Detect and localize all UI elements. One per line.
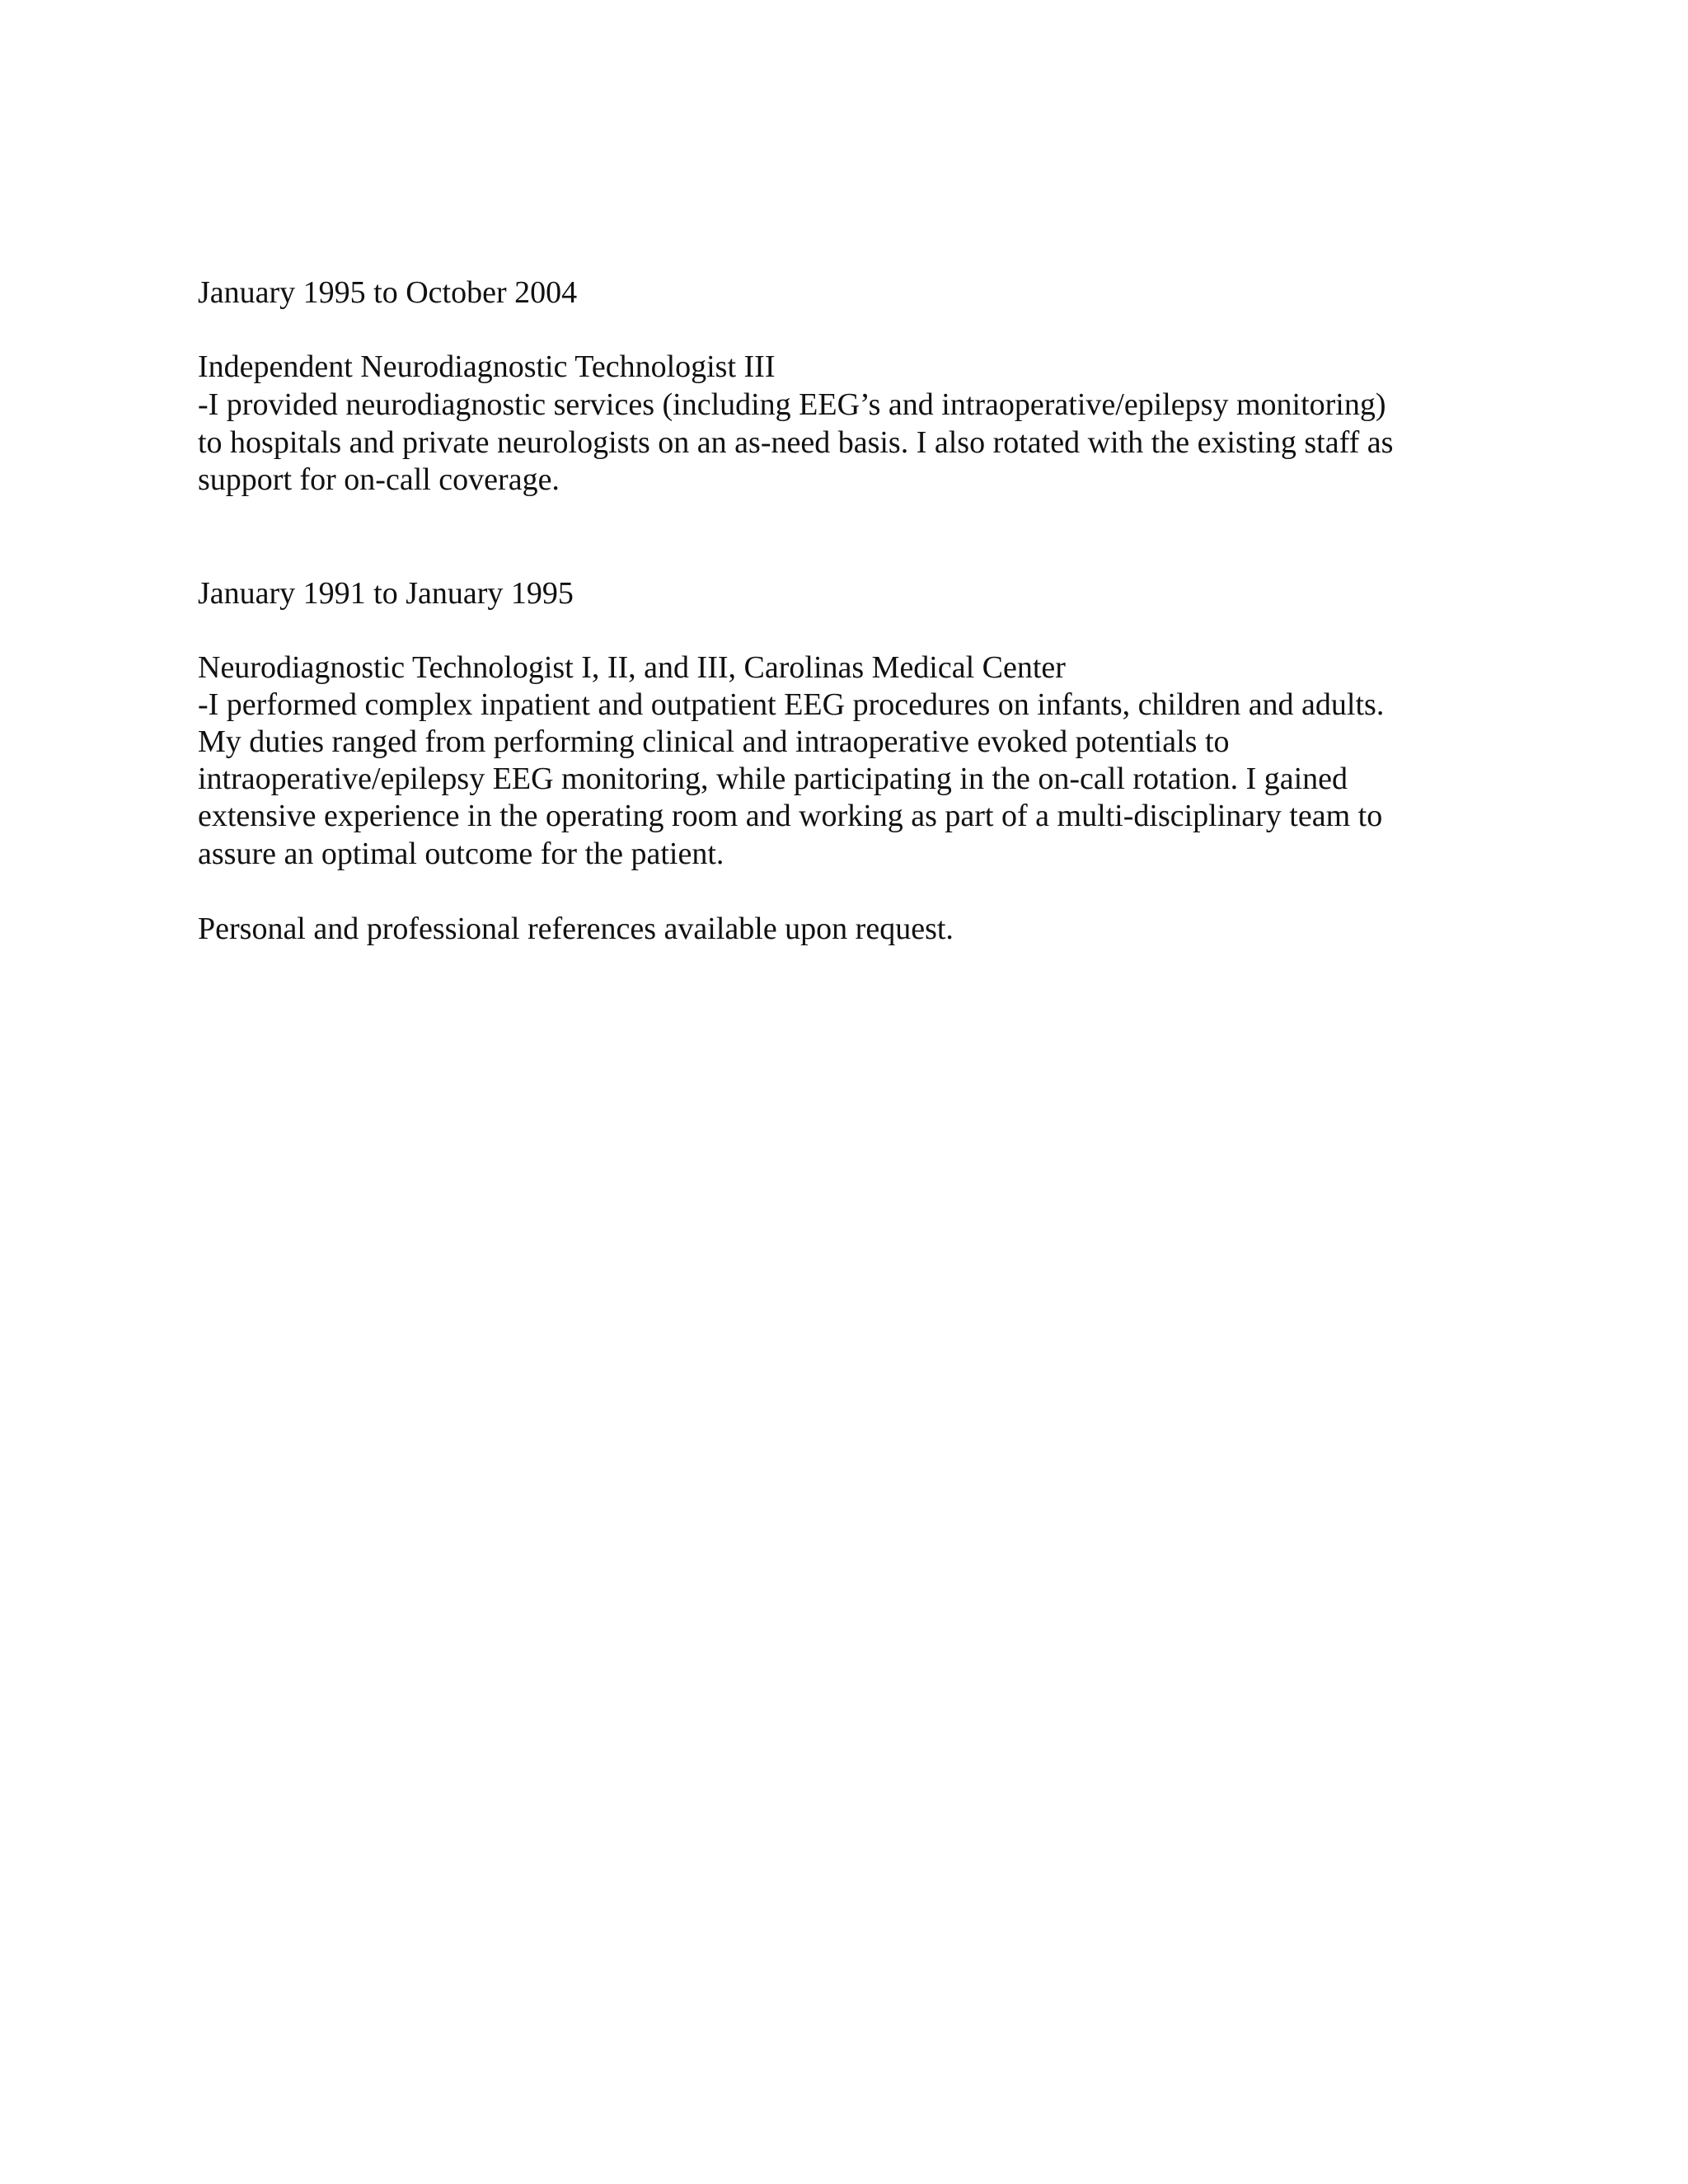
section-2-description-line: -I performed complex inpatient and outpatient EEG procedures on infants, children and adults. [198, 687, 1385, 722]
section-2-date-range: January 1991 to January 1995 [198, 576, 574, 611]
section-2-title: Neurodiagnostic Technologist I, II, and III, Carolinas Medical Center [198, 650, 1066, 685]
section-1-description-line: support for on-call coverage. [198, 462, 560, 497]
references-statement: Personal and professional references available upon request. [198, 912, 954, 946]
section-2-description-line: assure an optimal outcome for the patient. [198, 837, 724, 871]
section-1-date-range: January 1995 to October 2004 [198, 275, 578, 310]
section-1-description-line: to hospitals and private neurologists on an as-need basis. I also rotated with the existing staff as [198, 425, 1394, 460]
section-2-description-line: extensive experience in the operating room and working as part of a multi-disciplinary team to [198, 799, 1383, 833]
section-1-description-line: -I provided neurodiagnostic services (including EEG’s and intraoperative/epilepsy monitoring) [198, 387, 1386, 422]
section-2-description-line: intraoperative/epilepsy EEG monitoring, while participating in the on-call rotation. I gained [198, 762, 1348, 796]
section-2-description-line: My duties ranged from performing clinical and intraoperative evoked potentials to [198, 724, 1230, 759]
section-1-title: Independent Neurodiagnostic Technologist III [198, 349, 776, 384]
